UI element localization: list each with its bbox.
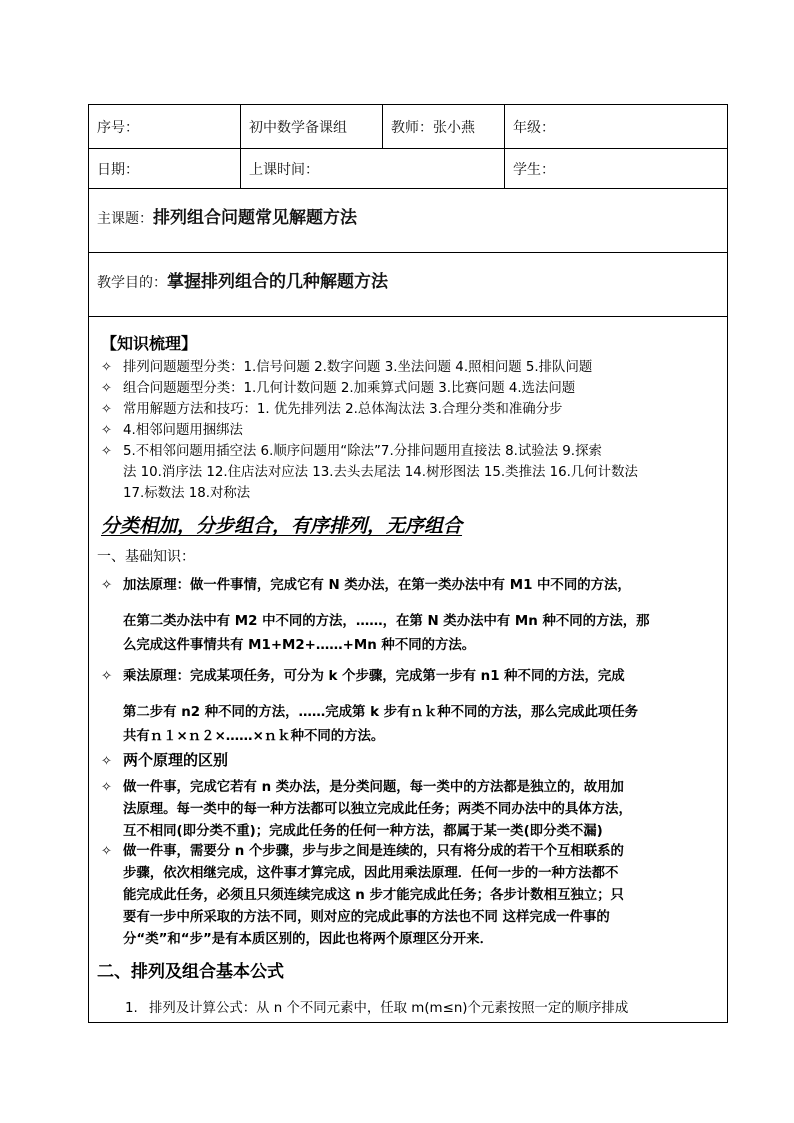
goal-line bbox=[97, 267, 388, 292]
difference-line: 步骤，依次相继完成，这件事才算完成，因此用乘法原理．任何一步的一种方法都不 bbox=[123, 866, 619, 881]
difference-paragraph-1 bbox=[101, 777, 632, 843]
lesson-plan-sheet bbox=[88, 104, 728, 1023]
date-label: 日期： bbox=[97, 161, 139, 178]
multiplication-line: 第二步有 n2 种不同的方法，……完成第 k 步有ｎｋ种不同的方法，那么完成此项任务 bbox=[123, 705, 639, 720]
methods-text: 法 10.消序法 12.住店法对应法 13.去头去尾法 14.树形图法 15.类推法 16.几何计数法 bbox=[123, 465, 638, 480]
methods-text: 5.不相邻问题用插空法 6.顺序问题用“除法”7.分排问题用直接法 8.试验法 9.探索 bbox=[123, 444, 602, 459]
difference-line: 要有一步中所采取的方法不同，则对应的完成此事的方法也不同 这样完成一件事的 bbox=[123, 910, 610, 925]
methods-line-3 bbox=[123, 485, 250, 503]
bullet-icon: ✧ bbox=[101, 780, 112, 795]
topic-row bbox=[89, 189, 727, 253]
difference-line: 做一件事，需要分 n 个步骤，步与步之间是连续的，只有将分成的若干个互相联系的 bbox=[123, 844, 624, 859]
multiplication-line: ：完成某项任务，可分为 k 个步骤，完成第一步有 n1 种不同的方法，完成 bbox=[176, 669, 625, 684]
multiplication-line: 共有ｎ１×ｎ２×……×ｎｋ种不同的方法。 bbox=[123, 729, 385, 744]
multiplication-term: 乘法原理 bbox=[123, 669, 177, 684]
group-cell bbox=[241, 105, 383, 148]
formula-item-number: 1. bbox=[125, 1001, 138, 1016]
knowledge-item-3 bbox=[101, 401, 562, 419]
basic-heading: 一、基础知识： bbox=[97, 549, 195, 565]
difference-line: 法原理。每一类中的每一种方法都可以独立完成此任务；两类不同办法中的具体方法， bbox=[123, 802, 632, 817]
multiplication-principle bbox=[101, 663, 638, 747]
bullet-icon: ✧ bbox=[101, 423, 112, 438]
goal-row bbox=[89, 253, 727, 317]
difference-paragraph-2 bbox=[101, 841, 624, 951]
knowledge-item-text: 常用解题方法和技巧：1. 优先排列法 2.总体淘汰法 3.合理分类和准确分步 bbox=[123, 402, 563, 417]
serial-cell bbox=[89, 105, 241, 148]
goal-label: 教学目的： bbox=[97, 275, 167, 291]
section-title: 【知识梳理】 bbox=[101, 334, 198, 353]
bullet-icon: ✧ bbox=[101, 754, 112, 769]
knowledge-item-text: 排列问题题型分类：1.信号问题 2.数字问题 3.坐法问题 4.照相问题 5.排队问题 bbox=[123, 360, 593, 375]
class-time-cell bbox=[241, 149, 505, 188]
grade-cell bbox=[505, 105, 727, 148]
methods-line-1 bbox=[101, 443, 602, 461]
header-row-1 bbox=[89, 105, 727, 149]
bullet-icon: ✧ bbox=[101, 444, 112, 459]
header-row-2 bbox=[89, 149, 727, 189]
lesson-content bbox=[89, 317, 727, 1022]
difference-line: 能完成此任务，必须且只须连续完成这 n 步才能完成此任务；各步计数相互独立；只 bbox=[123, 888, 624, 903]
addition-term: 加法原理 bbox=[123, 578, 177, 593]
difference-heading-text: 两个原理的区别 bbox=[123, 751, 229, 769]
addition-line: ：做一件事情，完成它有 N 类办法，在第一类办法中有 M1 中不同的方法， bbox=[176, 578, 631, 593]
formula-item-text: 排列及计算公式：从 n 个不同元素中，任取 m(m≤n)个元素按照一定的顺序排成 bbox=[149, 1001, 629, 1016]
knowledge-item-text: 组合问题题型分类：1.几何计数问题 2.加乘算式问题 3.比赛问题 4.选法问题 bbox=[123, 381, 576, 396]
formula-heading: 二、排列及组合基本公式 bbox=[97, 962, 284, 982]
goal-title: 掌握排列组合的几种解题方法 bbox=[167, 272, 388, 292]
methods-line-2 bbox=[123, 464, 638, 482]
date-cell bbox=[89, 149, 241, 188]
formula-item-1 bbox=[125, 997, 628, 1016]
difference-line: 互不相同(即分类不重)；完成此任务的任何一种方法，都属于某一类(即分类不漏) bbox=[123, 824, 603, 839]
grade-label: 年级： bbox=[513, 119, 555, 136]
slogan: 分类相加，分步组合，有序排列，无序组合 bbox=[101, 515, 463, 537]
bullet-icon: ✧ bbox=[101, 402, 112, 417]
student-cell bbox=[505, 149, 727, 188]
knowledge-item-4 bbox=[101, 422, 243, 440]
bullet-icon: ✧ bbox=[101, 669, 113, 684]
teacher-name: 教师：张小燕 bbox=[391, 119, 475, 136]
student-label: 学生： bbox=[513, 161, 555, 178]
bullet-icon: ✧ bbox=[101, 844, 112, 859]
serial-label: 序号： bbox=[97, 119, 139, 136]
addition-line: 在第二类办法中有 M2 中不同的方法，……，在第 N 类办法中有 Mn 种不同的方法，那 bbox=[123, 614, 650, 629]
class-time-label: 上课时间： bbox=[249, 161, 319, 178]
bullet-icon: ✧ bbox=[101, 381, 112, 396]
knowledge-item-2 bbox=[101, 380, 575, 398]
difference-line: 分“类”和“步”是有本质区别的，因此也将两个原理区分开来． bbox=[123, 932, 493, 947]
bullet-icon: ✧ bbox=[101, 578, 113, 593]
difference-heading bbox=[101, 749, 228, 770]
addition-principle bbox=[101, 572, 650, 656]
teacher-cell bbox=[383, 105, 505, 148]
bullet-icon: ✧ bbox=[101, 360, 112, 375]
difference-line: 做一件事，完成它若有 n 类办法，是分类问题，每一类中的方法都是独立的，故用加 bbox=[123, 780, 624, 795]
methods-text: 17.标数法 18.对称法 bbox=[123, 486, 251, 501]
topic-title: 排列组合问题常见解题方法 bbox=[153, 208, 357, 228]
topic-line bbox=[97, 203, 357, 228]
addition-line: 么完成这件事情共有 M1+M2+……+Mn 种不同的方法。 bbox=[123, 638, 476, 653]
group-name: 初中数学备课组 bbox=[249, 119, 347, 136]
topic-label: 主课题： bbox=[97, 211, 153, 227]
knowledge-item-1 bbox=[101, 359, 592, 377]
knowledge-item-text: 4.相邻问题用捆绑法 bbox=[123, 423, 243, 438]
